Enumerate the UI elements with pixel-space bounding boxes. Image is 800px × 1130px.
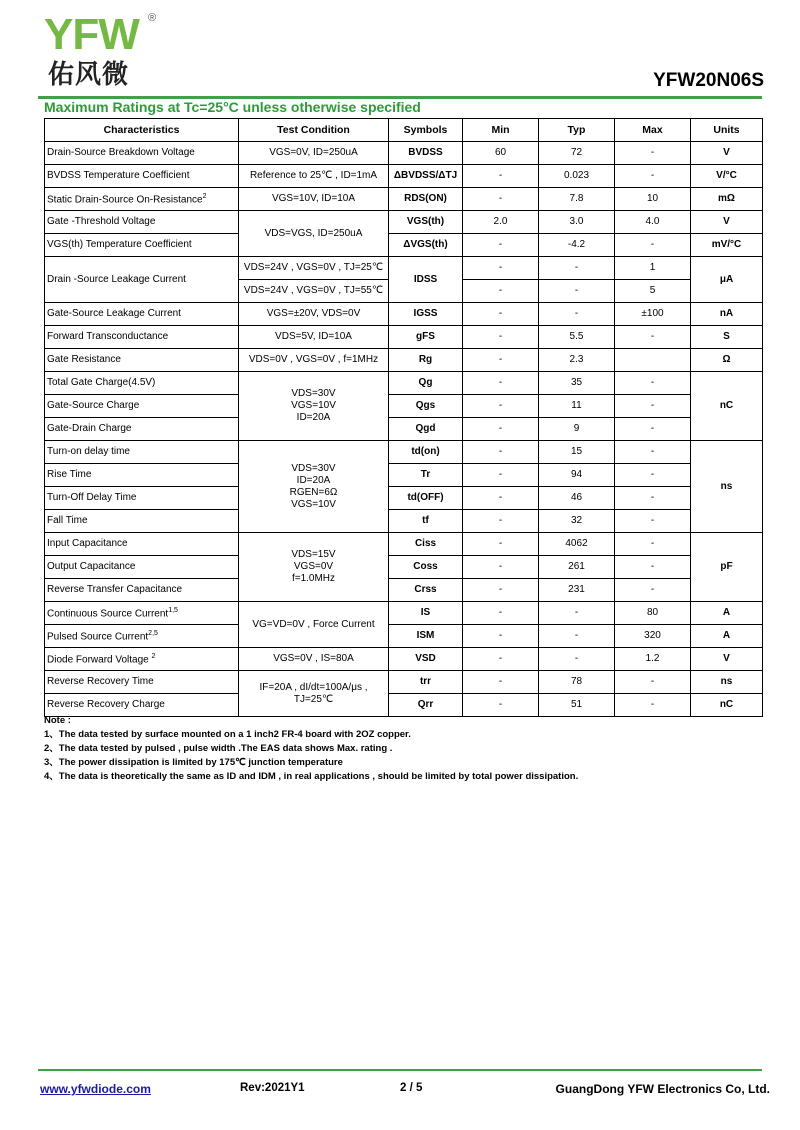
symbol-cell: Qrr [389,694,463,717]
characteristic-cell [45,625,239,648]
company-logo [44,12,164,92]
table-row [45,487,763,510]
symbol-cell: VSD [389,648,463,671]
max-cell: 10 [615,188,691,211]
max-cell: 80 [615,602,691,625]
unit-cell: Ω [691,349,763,372]
typ-cell: 46 [539,487,615,510]
typ-cell: 94 [539,464,615,487]
unit-cell: A [691,602,763,625]
min-cell: - [463,303,539,326]
characteristic-cell: Reverse Recovery Charge [45,694,239,717]
max-cell: - [615,234,691,257]
characteristic-cell: Gate-Source Leakage Current [45,303,239,326]
min-cell: - [463,441,539,464]
characteristic-cell: Reverse Recovery Time [45,671,239,694]
condition-cell: VGS=±20V, VDS=0V [239,303,389,326]
symbol-cell: Crss [389,579,463,602]
characteristic-cell: Turn-on delay time [45,441,239,464]
max-cell: 5 [615,280,691,303]
table-row [45,349,763,372]
table-row [45,303,763,326]
table-row [45,372,763,395]
characteristic-text: Pulsed Source Current [47,631,149,643]
table-row [45,671,763,694]
typ-cell: 7.8 [539,188,615,211]
symbol-cell: trr [389,671,463,694]
typ-cell: - [539,625,615,648]
unit-cell: mΩ [691,188,763,211]
symbol-cell: gFS [389,326,463,349]
max-cell: - [615,579,691,602]
typ-cell: 3.0 [539,211,615,234]
min-cell: - [463,694,539,717]
note-item: 4、The data is theoretically the same as ID and IDM , in real applications , should be limited by total power dissipation. [44,771,579,782]
unit-cell: pF [691,533,763,602]
table-row [45,234,763,257]
max-cell: 1.2 [615,648,691,671]
typ-cell: -4.2 [539,234,615,257]
typ-cell: 11 [539,395,615,418]
symbol-cell: IS [389,602,463,625]
condition-cell: VDS=24V , VGS=0V , TJ=25℃ [239,257,389,280]
table-row [45,625,763,648]
header-test-condition: Test Condition [239,119,389,142]
min-cell: - [463,533,539,556]
characteristic-cell: Reverse Transfer Capacitance [45,579,239,602]
unit-cell: A [691,625,763,648]
min-cell: - [463,257,539,280]
unit-cell: S [691,326,763,349]
characteristic-cell [45,602,239,625]
website-link[interactable]: www.yfwdiode.com [40,1082,151,1096]
unit-cell: μA [691,257,763,303]
characteristic-cell: Gate Resistance [45,349,239,372]
symbol-cell: tf [389,510,463,533]
characteristic-cell: Total Gate Charge(4.5V) [45,372,239,395]
typ-cell: 0.023 [539,165,615,188]
condition-line: TJ=25℃ [293,693,334,705]
header-typ: Typ [539,119,615,142]
max-cell: - [615,441,691,464]
symbol-cell: ΔBVDSS/ΔTJ [389,165,463,188]
symbol-cell: td(OFF) [389,487,463,510]
characteristic-cell: Drain -Source Leakage Current [45,257,239,303]
condition-line: VGS=10V [291,400,336,411]
condition-cell [239,671,389,717]
characteristic-cell: Turn-Off Delay Time [45,487,239,510]
note-item: 3、The power dissipation is limited by 175℃ junction temperature [44,757,343,768]
characteristic-cell: VGS(th) Temperature Coefficient [45,234,239,257]
condition-line: VDS=30V [291,462,336,474]
footnote-ref: 2 [202,193,207,201]
min-cell: - [463,395,539,418]
min-cell: - [463,280,539,303]
characteristic-cell: Gate-Source Charge [45,395,239,418]
condition-cell: VDS=24V , VGS=0V , TJ=55℃ [239,280,389,303]
min-cell: - [463,556,539,579]
min-cell: - [463,188,539,211]
condition-line: VGS=0V [293,561,334,572]
max-cell: - [615,556,691,579]
min-cell: - [463,234,539,257]
header-symbols: Symbols [389,119,463,142]
typ-cell: 4062 [539,533,615,556]
max-cell: 1 [615,257,691,280]
condition-line: VGS=10V [291,498,336,510]
symbol-cell: Qgd [389,418,463,441]
condition-line: VDS=30V [291,388,336,399]
characteristic-cell [45,648,239,671]
table-row [45,464,763,487]
condition-line: ID=20A [296,474,331,486]
notes-section [44,714,578,784]
max-cell: - [615,142,691,165]
min-cell: - [463,579,539,602]
symbol-cell: BVDSS [389,142,463,165]
unit-cell: V [691,648,763,671]
note-item: 1、The data tested by surface mounted on a 1 inch2 FR-4 board with 2OZ copper. [44,729,411,740]
characteristic-cell: Gate-Drain Charge [45,418,239,441]
condition-cell: VG=VD=0V , Force Current [239,602,389,648]
condition-cell: VGS=0V , IS=80A [239,648,389,671]
typ-cell: - [539,602,615,625]
symbol-cell: Ciss [389,533,463,556]
table-row [45,510,763,533]
min-cell: - [463,648,539,671]
table-row [45,326,763,349]
max-cell: - [615,510,691,533]
note-item: 2、The data tested by pulsed , pulse width .The EAS data shows Max. rating . [44,743,393,754]
min-cell: - [463,372,539,395]
part-number: YFW20N06S [653,70,764,91]
table-row [45,211,763,234]
condition-line: ID=20A [296,412,331,423]
symbol-cell: Coss [389,556,463,579]
symbol-cell: IDSS [389,257,463,303]
unit-cell: ns [691,441,763,533]
header-characteristics: Characteristics [45,119,239,142]
condition-cell [239,533,389,602]
unit-cell: V [691,142,763,165]
min-cell: - [463,349,539,372]
unit-cell: mV/°C [691,234,763,257]
max-cell: - [615,671,691,694]
typ-cell: 231 [539,579,615,602]
typ-cell: 51 [539,694,615,717]
max-cell: - [615,395,691,418]
unit-cell: nC [691,694,763,717]
typ-cell: - [539,280,615,303]
characteristic-cell [45,188,239,211]
typ-cell: 72 [539,142,615,165]
ratings-table [44,118,763,717]
unit-cell: V/°C [691,165,763,188]
condition-line: RGEN=6Ω [289,486,338,498]
unit-cell: nC [691,372,763,441]
registered-mark: ® [148,12,157,24]
symbol-cell: RDS(ON) [389,188,463,211]
max-cell: ±100 [615,303,691,326]
condition-cell: VGS=0V, ID=250uA [239,142,389,165]
max-cell: 320 [615,625,691,648]
typ-cell: - [539,648,615,671]
characteristic-cell: BVDSS Temperature Coefficient [45,165,239,188]
typ-cell: 2.3 [539,349,615,372]
characteristic-text: Static Drain-Source On-Resistance [47,194,203,206]
logo-brand: YFW [44,10,139,59]
symbol-cell: Rg [389,349,463,372]
typ-cell: 261 [539,556,615,579]
min-cell: - [463,602,539,625]
max-cell: - [615,694,691,717]
footnote-ref: 1,5 [168,607,178,615]
symbol-cell: ΔVGS(th) [389,234,463,257]
symbol-cell: Qg [389,372,463,395]
characteristic-text: Diode Forward Voltage [47,654,152,666]
max-cell: - [615,326,691,349]
characteristic-cell: Input Capacitance [45,533,239,556]
typ-cell: 78 [539,671,615,694]
min-cell: - [463,464,539,487]
typ-cell: 35 [539,372,615,395]
table-header-row [45,119,763,142]
condition-cell: VDS=0V , VGS=0V , f=1MHz [239,349,389,372]
symbol-cell: IGSS [389,303,463,326]
table-row [45,165,763,188]
unit-cell: ns [691,671,763,694]
header-max: Max [615,119,691,142]
characteristic-text: Continuous Source Current [47,608,169,620]
footer-divider [38,1069,762,1071]
symbol-cell: td(on) [389,441,463,464]
characteristic-cell: Drain-Source Breakdown Voltage [45,142,239,165]
table-row [45,533,763,556]
header-units: Units [691,119,763,142]
table-row [45,257,763,280]
condition-cell [239,372,389,441]
max-cell: - [615,418,691,441]
max-cell: 4.0 [615,211,691,234]
symbol-cell: ISM [389,625,463,648]
characteristic-cell: Gate -Threshold Voltage [45,211,239,234]
condition-cell: Reference to 25℃ , ID=1mA [239,165,389,188]
footnote-ref: 2,5 [148,630,158,638]
condition-cell [239,441,389,533]
typ-cell: - [539,303,615,326]
table-row [45,441,763,464]
symbol-cell: Tr [389,464,463,487]
min-cell: - [463,625,539,648]
footnote-ref: 2 [151,653,156,661]
table-row [45,602,763,625]
condition-cell: VDS=VGS, ID=250uA [239,211,389,257]
min-cell: 60 [463,142,539,165]
table-row [45,648,763,671]
symbol-cell: VGS(th) [389,211,463,234]
unit-cell: nA [691,303,763,326]
min-cell: - [463,487,539,510]
symbol-cell: Qgs [389,395,463,418]
table-row [45,395,763,418]
max-cell: - [615,372,691,395]
table-row [45,418,763,441]
company-name: GuangDong YFW Electronics Co, Ltd. [555,1082,770,1096]
logo-chinese-name: 佑风微 [48,60,130,90]
condition-line: IF=20A , dI/dt=100A/μs , [259,681,368,693]
max-cell: - [615,165,691,188]
table-row [45,579,763,602]
characteristic-cell: Rise Time [45,464,239,487]
min-cell: - [463,418,539,441]
typ-cell: 32 [539,510,615,533]
table-row [45,188,763,211]
notes-title: Note : [44,715,71,726]
max-cell: - [615,487,691,510]
section-title: Maximum Ratings at Tc=25°C unless otherwise specified [44,99,421,115]
page-number: 2 / 5 [400,1082,423,1094]
typ-cell: 9 [539,418,615,441]
header-min: Min [463,119,539,142]
min-cell: 2.0 [463,211,539,234]
max-cell: - [615,464,691,487]
characteristic-cell: Fall Time [45,510,239,533]
condition-cell: VGS=10V, ID=10A [239,188,389,211]
characteristic-cell: Forward Transconductance [45,326,239,349]
characteristic-cell: Output Capacitance [45,556,239,579]
table-row [45,142,763,165]
typ-cell: 15 [539,441,615,464]
min-cell: - [463,165,539,188]
max-cell [615,349,691,372]
table-row [45,556,763,579]
min-cell: - [463,671,539,694]
condition-line: f=1.0MHz [291,573,336,584]
typ-cell: - [539,257,615,280]
unit-cell: V [691,211,763,234]
revision-label: Rev:2021Y1 [240,1082,305,1094]
min-cell: - [463,510,539,533]
condition-line: VDS=15V [291,549,336,560]
condition-cell: VDS=5V, ID=10A [239,326,389,349]
typ-cell: 5.5 [539,326,615,349]
max-cell: - [615,533,691,556]
min-cell: - [463,326,539,349]
